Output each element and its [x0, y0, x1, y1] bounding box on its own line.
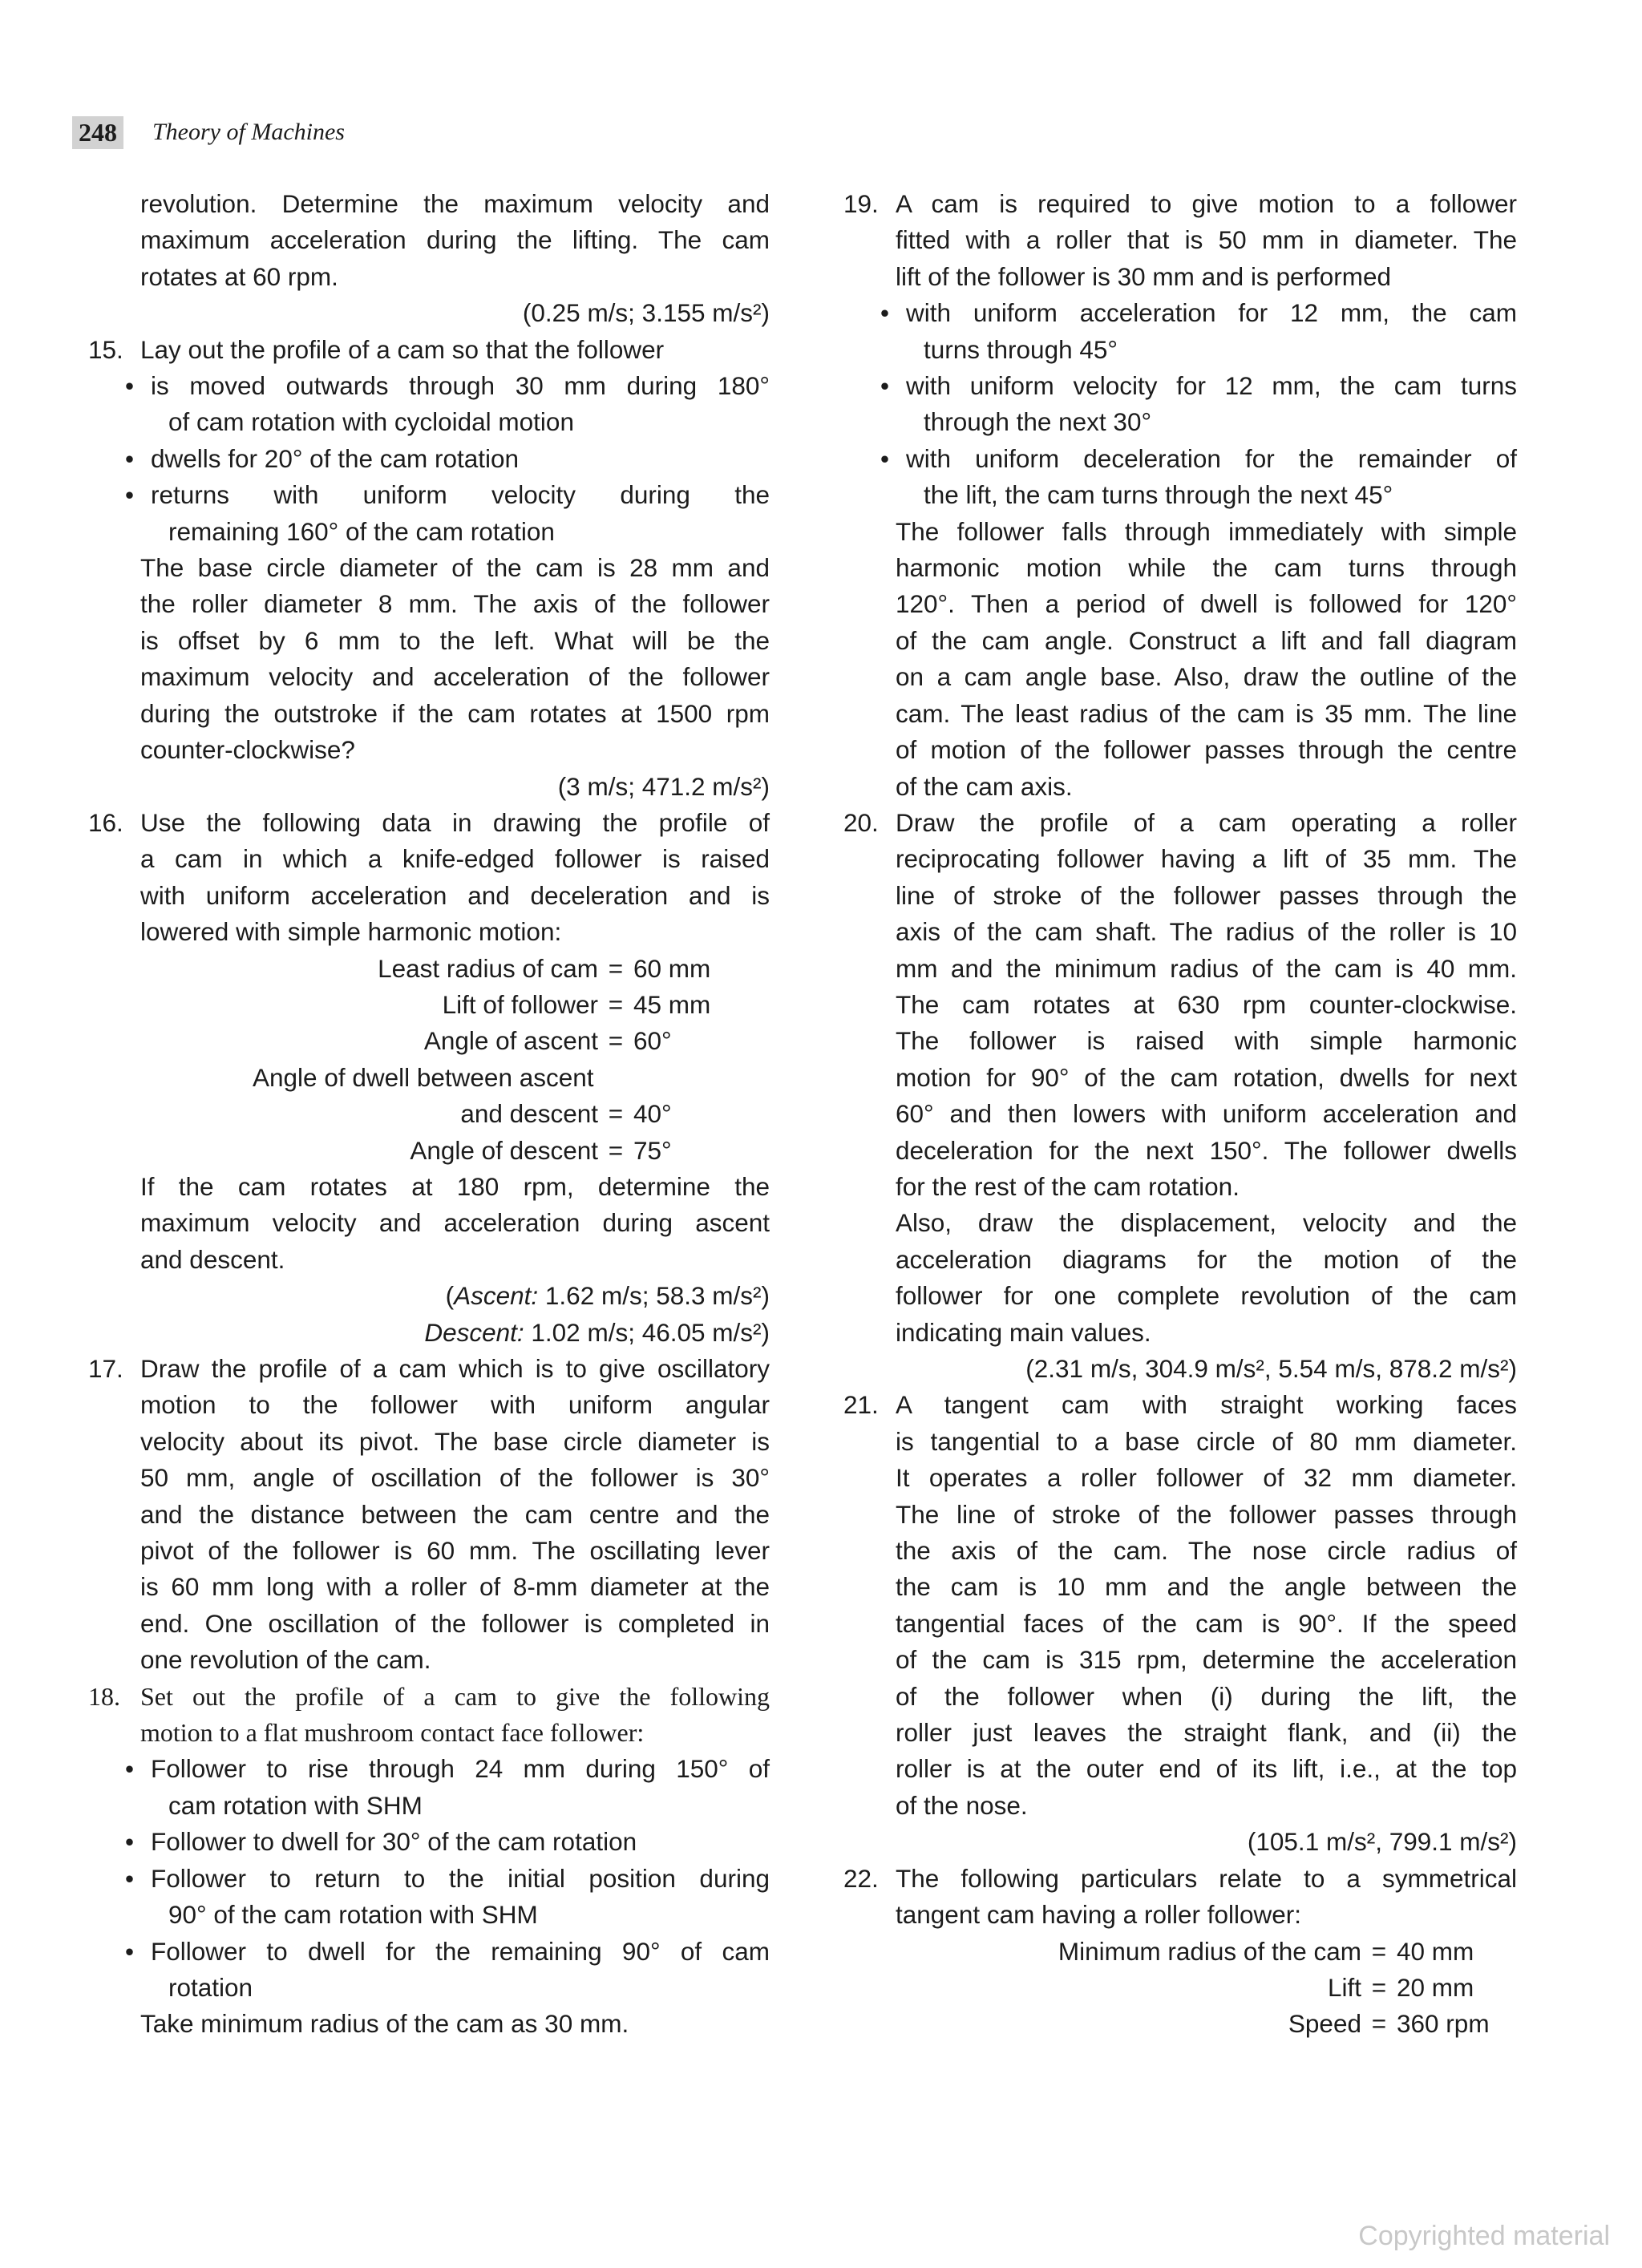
- line-text: Draw the profile of a cam operating a roller: [896, 807, 1517, 837]
- line-text: The follower falls through immediately with simple: [896, 516, 1517, 546]
- text-line: [843, 1460, 1517, 1496]
- data-value: 20 mm: [1397, 1972, 1474, 2002]
- line-text: of cam rotation with cycloidal motion: [168, 407, 574, 437]
- line-text: of motion of the follower passes through the centre: [896, 735, 1517, 765]
- bullet-icon: •: [125, 1936, 135, 1966]
- text-line: [843, 514, 1517, 550]
- text-line: [88, 1205, 770, 1241]
- left-column: [88, 186, 770, 2043]
- data-value: 40 mm: [1397, 1936, 1474, 1966]
- line-text: It operates a roller follower of 32 mm diameter.: [896, 1463, 1517, 1493]
- line-text: The base circle diameter of the cam is 28 mm and: [140, 553, 770, 583]
- line-text: rotation: [168, 1972, 253, 2002]
- data-value: 60 mm: [633, 953, 711, 983]
- line-text: motion for 90° of the cam rotation, dwells for next: [896, 1062, 1517, 1092]
- line-text: mm and the minimum radius of the cam is 40 mm.: [896, 953, 1517, 983]
- text-line: [88, 295, 770, 331]
- line-text: pivot of the follower is 60 mm. The oscillating lever: [140, 1536, 770, 1566]
- problem-number: 16.: [88, 807, 123, 837]
- line-text: Draw the profile of a cam which is to give oscillatory: [140, 1354, 770, 1383]
- line-text: during the outstroke if the cam rotates at 1500 rpm: [140, 698, 770, 728]
- line-text: the axis of the cam. The nose circle radius of: [896, 1536, 1517, 1566]
- text-line: [843, 1824, 1517, 1860]
- line-text: counter-clockwise?: [140, 735, 355, 765]
- line-text: Angle of dwell between ascent: [253, 1062, 594, 1092]
- right-column: [843, 186, 1517, 2043]
- line-text: with uniform velocity for 12 mm, the cam turns: [906, 371, 1517, 401]
- text-line: [843, 404, 1517, 440]
- bullet-line: [88, 441, 770, 477]
- text-line: [88, 732, 770, 768]
- equals-sign: =: [1371, 2009, 1387, 2039]
- text-line: [843, 914, 1517, 950]
- line-text: harmonic motion while the cam turns through: [896, 553, 1517, 583]
- bullet-icon: •: [880, 371, 890, 401]
- line-text: If the cam rotates at 180 rpm, determine the: [140, 1171, 770, 1201]
- text-line: [843, 332, 1517, 368]
- text-line: [88, 586, 770, 622]
- data-value: 40°: [633, 1099, 672, 1129]
- problem-number: 21.: [843, 1390, 879, 1420]
- data-key: and descent: [460, 1099, 598, 1129]
- bullet-icon: •: [125, 1827, 135, 1857]
- text-line: [88, 1788, 770, 1824]
- bullet-icon: •: [125, 480, 135, 510]
- data-row: [88, 1023, 770, 1059]
- text-line: [88, 222, 770, 258]
- data-row: [843, 1970, 1517, 2006]
- line-text: deceleration for the next 150°. The follower dwells: [896, 1135, 1517, 1165]
- line-text: of the follower when (i) during the lift, the: [896, 1681, 1517, 1711]
- data-key: Speed: [1288, 2009, 1361, 2039]
- line-text: 1.62 m/s; 58.3 m/s²): [538, 1281, 770, 1311]
- line-text: (105.1 m/s², 799.1 m/s²): [1247, 1827, 1517, 1857]
- line-text: of the cam is 315 rpm, determine the acceleration: [896, 1645, 1517, 1675]
- data-key: Lift of follower: [442, 989, 598, 1019]
- text-line: [843, 1679, 1517, 1715]
- text-line: [88, 1715, 770, 1751]
- problem-number: 17.: [88, 1354, 123, 1383]
- equals-sign: =: [1371, 1972, 1387, 2002]
- line-text: Lay out the profile of a cam so that the follower: [140, 334, 665, 364]
- line-text: fitted with a roller that is 50 mm in diameter. The: [896, 225, 1517, 255]
- text-line: [843, 951, 1517, 987]
- bullet-line: [843, 295, 1517, 331]
- text-line: [88, 550, 770, 586]
- data-value: 45 mm: [633, 989, 711, 1019]
- line-text: A cam is required to give motion to a follower: [896, 189, 1517, 218]
- bullet-icon: •: [125, 371, 135, 401]
- problem-start-line: [88, 1351, 770, 1387]
- line-text: Take minimum radius of the cam as 30 mm.: [140, 2009, 629, 2039]
- text-line: [88, 914, 770, 950]
- equals-sign: =: [608, 953, 624, 983]
- line-text: dwells for 20° of the cam rotation: [151, 443, 520, 473]
- text-line: [843, 659, 1517, 695]
- equals-sign: =: [1371, 1936, 1387, 1966]
- text-line: [88, 1387, 770, 1423]
- line-text: (0.25 m/s; 3.155 m/s²): [522, 298, 770, 328]
- bullet-icon: •: [125, 443, 135, 473]
- line-text: velocity about its pivot. The base circle diameter is: [140, 1426, 770, 1456]
- text-line: [88, 1533, 770, 1569]
- data-key: Angle of ascent: [423, 1026, 598, 1056]
- line-text: Follower to dwell for the remaining 90° of cam: [151, 1936, 770, 1966]
- line-text: revolution. Determine the maximum velocity and: [140, 189, 770, 218]
- text-line: [88, 841, 770, 877]
- line-text: the lift, the cam turns through the next 45°: [924, 480, 1393, 510]
- text-line: [843, 1205, 1517, 1241]
- running-title: Theory of Machines: [152, 119, 345, 145]
- data-value: 360 rpm: [1397, 2009, 1490, 2039]
- line-text: roller just leaves the straight flank, and (ii) the: [896, 1718, 1517, 1748]
- text-line: [88, 1606, 770, 1642]
- line-text: lowered with simple harmonic motion:: [140, 917, 562, 947]
- text-line: [88, 259, 770, 295]
- data-row: [88, 987, 770, 1023]
- line-text: The line of stroke of the follower passes through: [896, 1499, 1517, 1529]
- text-line: [88, 1060, 770, 1096]
- line-text: and the distance between the cam centre and the: [140, 1499, 770, 1529]
- line-text: cam rotation with SHM: [168, 1790, 423, 1820]
- data-value: 60°: [633, 1026, 672, 1056]
- line-text: Follower to return to the initial position during: [151, 1863, 770, 1893]
- line-text: 60° and then lowers with uniform acceleration and: [896, 1099, 1517, 1129]
- line-text: with uniform acceleration and deceleration and is: [140, 880, 770, 910]
- text-line: [843, 1242, 1517, 1278]
- bullet-icon: •: [125, 1754, 135, 1784]
- text-line: [88, 2006, 770, 2042]
- text-line: [843, 987, 1517, 1023]
- line-text: with uniform deceleration for the remainder of: [906, 443, 1517, 473]
- line-text: Follower to rise through 24 mm during 150° of: [151, 1754, 770, 1784]
- line-text: 90° of the cam rotation with SHM: [168, 1900, 538, 1930]
- text-line: [843, 732, 1517, 768]
- text-line: [843, 222, 1517, 258]
- line-text: on a cam angle base. Also, draw the outline of the: [896, 662, 1517, 692]
- text-line: [88, 1169, 770, 1205]
- bullet-line: [88, 477, 770, 513]
- text-line: [843, 1642, 1517, 1678]
- line-text: is moved outwards through 30 mm during 180°: [151, 371, 770, 401]
- line-text: one revolution of the cam.: [140, 1645, 431, 1675]
- text-line: [88, 1970, 770, 2006]
- text-line: [843, 1278, 1517, 1314]
- line-text: acceleration diagrams for the motion of the: [896, 1244, 1517, 1274]
- line-text: maximum acceleration during the lifting. The cam: [140, 225, 770, 255]
- line-text: 1.02 m/s; 46.05 m/s²): [524, 1317, 770, 1347]
- line-text: motion to a flat mushroom contact face follower:: [140, 1718, 645, 1748]
- line-text: tangential faces of the cam is 90°. If the speed: [896, 1608, 1517, 1638]
- line-text: with uniform acceleration for 12 mm, the cam: [906, 298, 1517, 328]
- text-line: [88, 1497, 770, 1533]
- bullet-line: [88, 1824, 770, 1860]
- text-line: [843, 1751, 1517, 1787]
- text-line: [843, 1715, 1517, 1751]
- text-line: [843, 1606, 1517, 1642]
- line-text: is offset by 6 mm to the left. What will be the: [140, 625, 770, 655]
- line-text: returns with uniform velocity during the: [151, 480, 770, 510]
- text-line: [843, 586, 1517, 622]
- bullet-icon: •: [125, 1863, 135, 1893]
- text-line: [88, 696, 770, 732]
- equals-sign: =: [608, 1026, 624, 1056]
- bullet-line: [88, 1861, 770, 1897]
- text-line: [88, 623, 770, 659]
- data-key: Lift: [1327, 1972, 1361, 2002]
- problem-number: 15.: [88, 334, 123, 364]
- text-line: [88, 878, 770, 914]
- line-text: The follower is raised with simple harmonic: [896, 1026, 1517, 1056]
- text-line: [843, 696, 1517, 732]
- problem-start-line: [843, 1387, 1517, 1423]
- text-line: [843, 1788, 1517, 1824]
- line-text: of the nose.: [896, 1790, 1028, 1820]
- line-text: cam. The least radius of the cam is 35 mm. The line: [896, 698, 1517, 728]
- line-text: axis of the cam shaft. The radius of the roller is 10: [896, 917, 1517, 947]
- text-line: [843, 550, 1517, 586]
- text-line: [88, 659, 770, 695]
- equals-sign: =: [608, 1099, 624, 1129]
- line-text: end. One oscillation of the follower is completed in: [140, 1608, 770, 1638]
- line-text: maximum velocity and acceleration of the follower: [140, 662, 770, 692]
- text-line: [843, 1424, 1517, 1460]
- text-line: [88, 1242, 770, 1278]
- line-text: remaining 160° of the cam rotation: [168, 516, 555, 546]
- line-text: rotates at 60 rpm.: [140, 261, 338, 291]
- bullet-line: [88, 368, 770, 404]
- bullet-line: [843, 368, 1517, 404]
- problem-number: 19.: [843, 189, 879, 218]
- text-line: [843, 259, 1517, 295]
- bullet-line: [88, 1751, 770, 1787]
- line-text: 120°. Then a period of dwell is followed for 120°: [896, 589, 1517, 619]
- line-text: is 60 mm long with a roller of 8-mm diameter at the: [140, 1572, 770, 1602]
- line-text: the roller diameter 8 mm. The axis of the follower: [140, 589, 770, 619]
- line-text: reciprocating follower having a lift of 35 mm. The: [896, 844, 1517, 874]
- line-text: lift of the follower is 30 mm and is performed: [896, 261, 1392, 291]
- text-line: [843, 1897, 1517, 1933]
- text-line: [88, 1315, 770, 1351]
- text-line: (Ascent: 1.62 m/s; 58.3 m/s²): [445, 1281, 770, 1311]
- bullet-line: [88, 1934, 770, 1970]
- text-line: [88, 1642, 770, 1678]
- data-key: Least radius of cam: [378, 953, 598, 983]
- text-line: [843, 841, 1517, 877]
- problem-start-line: [88, 332, 770, 368]
- line-text: is tangential to a base circle of 80 mm diameter.: [896, 1426, 1517, 1456]
- data-row: [843, 2006, 1517, 2042]
- text-line: [88, 769, 770, 805]
- line-text: for the rest of the cam rotation.: [896, 1171, 1240, 1201]
- line-text: roller is at the outer end of its lift, i.e., at the top: [896, 1754, 1517, 1784]
- problem-start-line: [88, 805, 770, 841]
- text-line: [88, 1424, 770, 1460]
- data-row: [843, 1934, 1517, 1970]
- data-key: Minimum radius of the cam: [1058, 1936, 1361, 1966]
- line-text: motion to the follower with uniform angular: [140, 1390, 770, 1420]
- text-line: [843, 1096, 1517, 1132]
- bullet-line: [843, 441, 1517, 477]
- text-line: [88, 186, 770, 222]
- bullet-icon: •: [880, 298, 890, 328]
- text-line: [843, 623, 1517, 659]
- problem-number: 20.: [843, 807, 879, 837]
- line-text: and descent.: [140, 1244, 285, 1274]
- line-text: of the cam axis.: [896, 771, 1073, 801]
- text-line: [843, 1315, 1517, 1351]
- line-text: The following particulars relate to a symmetrical: [896, 1863, 1517, 1893]
- data-key: Angle of descent: [410, 1135, 598, 1165]
- text-line: [843, 1169, 1517, 1205]
- copyright-watermark: Copyrighted material: [1358, 2221, 1610, 2251]
- line-text: follower for one complete revolution of the cam: [896, 1281, 1517, 1311]
- line-text: Use the following data in drawing the profile of: [140, 807, 770, 837]
- line-text: line of stroke of the follower passes through the: [896, 880, 1517, 910]
- problem-number: 18.: [88, 1681, 120, 1711]
- problem-start-line: [843, 1861, 1517, 1897]
- line-text: 50 mm, angle of oscillation of the follower is 30°: [140, 1463, 770, 1493]
- page-number: 248: [72, 116, 123, 149]
- data-row: [88, 1096, 770, 1132]
- equals-sign: =: [608, 1135, 624, 1165]
- italic-label: Ascent:: [454, 1281, 539, 1311]
- text-line: [843, 878, 1517, 914]
- line-text: through the next 30°: [924, 407, 1152, 437]
- problem-start-line: [88, 1679, 770, 1715]
- text-line: [843, 1060, 1517, 1096]
- line-text: The cam rotates at 630 rpm counter-clockwise.: [896, 989, 1517, 1019]
- text-line: [843, 477, 1517, 513]
- problem-start-line: [843, 186, 1517, 222]
- text-line: [843, 1497, 1517, 1533]
- text-line: [88, 514, 770, 550]
- line-text: of the cam angle. Construct a lift and fall diagram: [896, 625, 1517, 655]
- problem-number: 22.: [843, 1863, 879, 1893]
- problem-start-line: [843, 805, 1517, 841]
- line-text: Set out the profile of a cam to give the following: [140, 1681, 770, 1711]
- text-line: [88, 1569, 770, 1605]
- line-text: tangent cam having a roller follower:: [896, 1900, 1302, 1930]
- text-line: [88, 1897, 770, 1933]
- data-value: 75°: [633, 1135, 672, 1165]
- data-row: [88, 1133, 770, 1169]
- equals-sign: =: [608, 989, 624, 1019]
- line-text: A tangent cam with straight working faces: [896, 1390, 1517, 1420]
- line-text: (2.31 m/s, 304.9 m/s², 5.54 m/s, 878.2 m/s²): [1025, 1354, 1517, 1383]
- text-line: [843, 1533, 1517, 1569]
- line-text: maximum velocity and acceleration during ascent: [140, 1208, 770, 1238]
- italic-label: Descent:: [424, 1317, 524, 1347]
- text-line: [843, 1569, 1517, 1605]
- text-line: [88, 1460, 770, 1496]
- data-row: [88, 951, 770, 987]
- line-text: (3 m/s; 471.2 m/s²): [557, 771, 770, 801]
- line-text: Follower to dwell for 30° of the cam rotation: [151, 1827, 637, 1857]
- line-text: a cam in which a knife-edged follower is raised: [140, 844, 770, 874]
- line-text: turns through 45°: [924, 334, 1118, 364]
- text-line: [88, 404, 770, 440]
- text-line: [843, 1023, 1517, 1059]
- page-header: [72, 112, 345, 152]
- line-text: Also, draw the displacement, velocity and the: [896, 1208, 1517, 1238]
- text-line: [843, 769, 1517, 805]
- line-text: the cam is 10 mm and the angle between the: [896, 1572, 1517, 1602]
- line-text: indicating main values.: [896, 1317, 1151, 1347]
- bullet-icon: •: [880, 443, 890, 473]
- text-line: [843, 1133, 1517, 1169]
- text-line: [843, 1351, 1517, 1387]
